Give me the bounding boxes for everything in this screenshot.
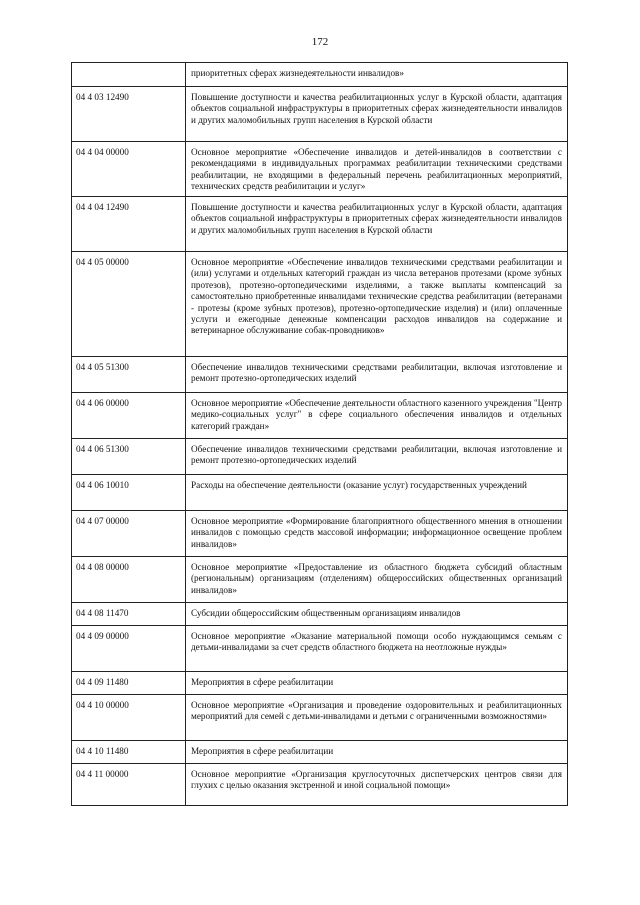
row-description: Основное мероприятие «Организация круглосуточных диспетчерских центров связи для глухих с целью оказания экстренной и иной социальной помощи» — [186, 764, 568, 806]
table-body — [72, 63, 568, 806]
classification-code: 04 4 05 00000 — [72, 252, 186, 357]
classification-code: 04 4 05 51300 — [72, 357, 186, 393]
table-row — [72, 142, 568, 197]
classification-code: 04 4 06 10010 — [72, 475, 186, 511]
row-description: Основное мероприятие «Организация и проведение оздоровительных и реабилитационных мероприятий для семей с детьми-инвалидами и детьми с ограниченными возможностями» — [186, 695, 568, 741]
table-row — [72, 672, 568, 695]
row-description: Повышение доступности и качества реабилитационных услуг в Курской области, адаптация объектов социальной инфраструктуры в приоритетных сферах жизнедеятельности инвалидов и других маломобильных групп населения в Курской области — [186, 197, 568, 252]
table-row — [72, 87, 568, 142]
row-description: Субсидии общероссийским общественным организациям инвалидов — [186, 603, 568, 626]
table-row — [72, 252, 568, 357]
table-row — [72, 197, 568, 252]
table-row — [72, 63, 568, 87]
row-description: Основное мероприятие «Формирование благоприятного общественного мнения в отношении инвалидов с помощью средств массовой информации; информационное освещение проблем инвалидов» — [186, 511, 568, 557]
row-description: Основное мероприятие «Обеспечение деятельности областного казенного учреждения "Центр медико-социальных услуг" в сфере социального обеспечения инвалидов и отдельных категорий граждан» — [186, 393, 568, 439]
classification-code: 04 4 09 11480 — [72, 672, 186, 695]
table-row — [72, 626, 568, 672]
classification-code: 04 4 06 00000 — [72, 393, 186, 439]
page-number: 172 — [311, 36, 329, 48]
table-row — [72, 741, 568, 764]
classification-code: 04 4 07 00000 — [72, 511, 186, 557]
classification-code: 04 4 10 00000 — [72, 695, 186, 741]
row-description: Повышение доступности и качества реабилитационных услуг в Курской области, адаптация объектов социальной инфраструктуры в приоритетных сферах жизнедеятельности инвалидов и других маломобильных групп населения в Курской области — [186, 87, 568, 142]
classification-code: 04 4 10 11480 — [72, 741, 186, 764]
classification-code — [72, 63, 186, 87]
classification-code: 04 4 08 11470 — [72, 603, 186, 626]
table-row — [72, 511, 568, 557]
classification-code: 04 4 09 00000 — [72, 626, 186, 672]
row-description: Обеспечение инвалидов техническими средствами реабилитации, включая изготовление и ремонт протезно-ортопедических изделий — [186, 439, 568, 475]
row-description: Основное мероприятие «Оказание материальной помощи особо нуждающимся семьям с детьми-инвалидами за счет средств областного бюджета на неотложные нужды» — [186, 626, 568, 672]
classification-code: 04 4 11 00000 — [72, 764, 186, 806]
table-row — [72, 764, 568, 806]
table-row — [72, 475, 568, 511]
row-description: Мероприятия в сфере реабилитации — [186, 672, 568, 695]
row-description: Мероприятия в сфере реабилитации — [186, 741, 568, 764]
table-row — [72, 393, 568, 439]
row-description: Основное мероприятие «Обеспечение инвалидов техническими средствами реабилитации и (или) услугами и отдельных категорий граждан из числа ветеранов протезами (кроме зубных протезов), протезно-ортопедическими изделиями, а также выплаты компенсаций за самостоятельно приобретенные инвалидами технические средства реабилитации (ветеранами - протезы (кроме зубных протезов), протезно-ортопедические изделия) и (или) оплаченные услуги и ежегодные денежные компенсации расходов инвалидов на содержание и ветеринарное обслуживание собак-проводников» — [186, 252, 568, 357]
classification-code: 04 4 04 12490 — [72, 197, 186, 252]
table-row — [72, 695, 568, 741]
row-description: приоритетных сферах жизнедеятельности инвалидов» — [186, 63, 568, 87]
classification-code: 04 4 06 51300 — [72, 439, 186, 475]
classification-code: 04 4 08 00000 — [72, 557, 186, 603]
budget-classification-table — [71, 62, 568, 806]
row-description: Расходы на обеспечение деятельности (оказание услуг) государственных учреждений — [186, 475, 568, 511]
row-description: Основное мероприятие «Обеспечение инвалидов и детей-инвалидов в соответствии с рекомендациями в индивидуальных программах реабилитации техническими средствами реабилитации, не входящими в федеральный перечень реабилитационных мероприятий, технических средств реабилитации и услуг» — [186, 142, 568, 197]
row-description: Основное мероприятие «Предоставление из областного бюджета субсидий областным (региональным) организациям (отделениям) общероссийских общественных организаций инвалидов» — [186, 557, 568, 603]
row-description: Обеспечение инвалидов техническими средствами реабилитации, включая изготовление и ремонт протезно-ортопедических изделий — [186, 357, 568, 393]
table-row — [72, 439, 568, 475]
table-row — [72, 603, 568, 626]
table-row — [72, 557, 568, 603]
classification-code: 04 4 03 12490 — [72, 87, 186, 142]
classification-code: 04 4 04 00000 — [72, 142, 186, 197]
table-row — [72, 357, 568, 393]
